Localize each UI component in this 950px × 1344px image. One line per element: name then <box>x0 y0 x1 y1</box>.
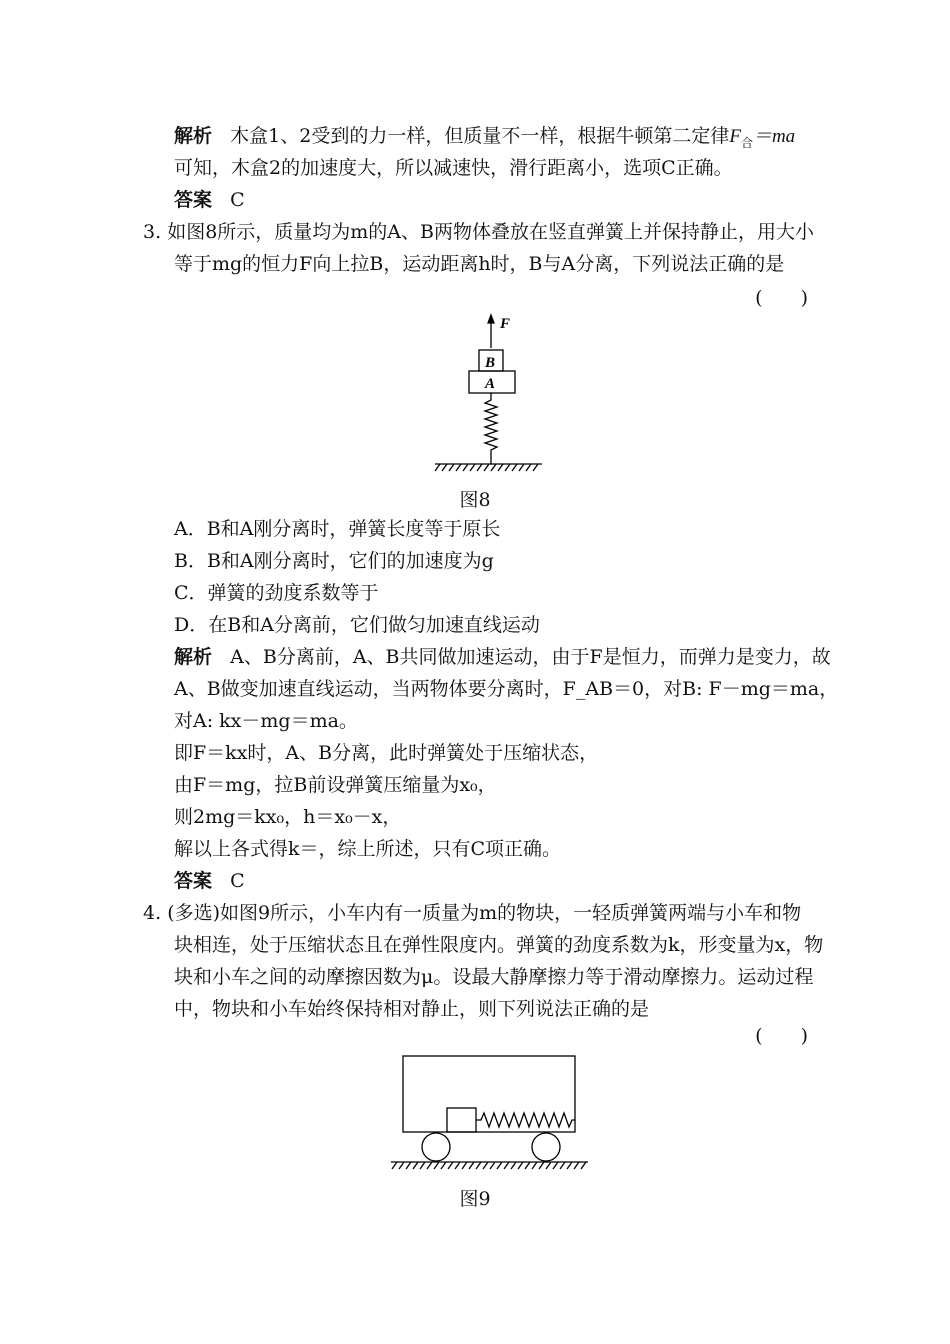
analysis-line <box>174 124 795 155</box>
analysis-line: A、B做变加速直线运动，当两物体要分离时，F_AB＝0，对B: F－mg＝ma， <box>174 678 839 700</box>
spring <box>485 393 497 464</box>
analysis-label: 解析 <box>174 125 213 147</box>
answer-blank: ( ) <box>755 287 808 309</box>
question-4-line: 块相连，处于压缩状态且在弹性限度内。弹簧的劲度系数为k，形变量为x，物 <box>174 934 824 956</box>
question-text: 如图8所示，质量均为m的A、B两物体叠放在竖直弹簧上并保持静止，用大小 <box>167 221 814 243</box>
answer-line <box>174 869 245 893</box>
question-4-line: 块和小车之间的动摩擦因数为μ。设最大静摩擦力等于滑动摩擦力。运动过程 <box>174 966 814 988</box>
wheel-left <box>422 1133 450 1161</box>
question-text: (多选)如图9所示，小车内有一质量为m的物块，一轻质弹簧两端与小车和物 <box>167 902 802 924</box>
option-a: A．B和A刚分离时，弹簧长度等于原长 <box>174 518 501 540</box>
cart-body <box>403 1056 575 1132</box>
answer-label: 答案 <box>174 870 213 892</box>
option-c: C．弹簧的劲度系数等于 <box>174 582 379 604</box>
formula-sub: 合 <box>740 135 753 150</box>
answer-value: C <box>230 189 245 211</box>
question-3-line <box>143 220 814 244</box>
force-label: F <box>500 316 511 332</box>
analysis-label: 解析 <box>174 646 213 668</box>
analysis-line: 则2mg＝kx₀，h＝x₀－x， <box>174 806 402 828</box>
question-4-line: 中，物块和小车始终保持相对静止，则下列说法正确的是 <box>174 998 650 1020</box>
answer-label: 答案 <box>174 189 213 211</box>
ground-hatch <box>392 1162 586 1169</box>
question-4-line <box>143 901 801 925</box>
analysis-line: 即F＝kx时，A、B分离，此时弹簧处于压缩状态， <box>174 742 599 764</box>
figure-9-caption: 图9 <box>459 1188 491 1210</box>
answer-line <box>174 188 245 212</box>
block-m <box>447 1108 476 1132</box>
figure-8 <box>432 312 552 477</box>
formula-rest: ＝ma <box>752 126 796 147</box>
spring <box>476 1113 575 1127</box>
figure-8-caption: 图8 <box>459 489 491 511</box>
figure-9 <box>388 1052 598 1177</box>
option-b: B．B和A刚分离时，它们的加速度为g <box>174 550 494 572</box>
analysis-line: 可知，木盒2的加速度大，所以减速快，滑行距离小，选项C正确。 <box>174 157 733 179</box>
question-3-line: 等于mg的恒力F向上拉B，运动距离h时，B与A分离，下列说法正确的是 <box>174 253 785 275</box>
force-arrowhead <box>488 315 494 323</box>
wheel-right <box>532 1133 560 1161</box>
option-d: D．在B和A分离前，它们做匀加速直线运动 <box>174 614 540 636</box>
analysis-text: A、B分离前，A、B共同做加速运动，由于F是恒力，而弹力是变力，故 <box>230 646 831 668</box>
ground-hatch <box>435 464 538 471</box>
analysis-line: 对A: kx－mg＝ma。 <box>174 710 358 732</box>
block-a-label: A <box>485 376 496 392</box>
analysis-line: 由F＝mg，拉B前设弹簧压缩量为x₀， <box>174 774 497 796</box>
analysis-line: 解以上各式得k＝，综上所述，只有C项正确。 <box>174 838 562 860</box>
analysis-text: 木盒1、2受到的力一样，但质量不一样，根据牛顿第二定律 <box>230 125 730 147</box>
answer-value: C <box>230 870 245 892</box>
analysis-line <box>174 645 831 669</box>
answer-blank: ( ) <box>755 1025 808 1047</box>
question-number: 4. <box>143 902 162 924</box>
formula-F: F <box>729 126 741 147</box>
block-b-label: B <box>485 355 496 371</box>
question-number: 3. <box>143 221 162 243</box>
